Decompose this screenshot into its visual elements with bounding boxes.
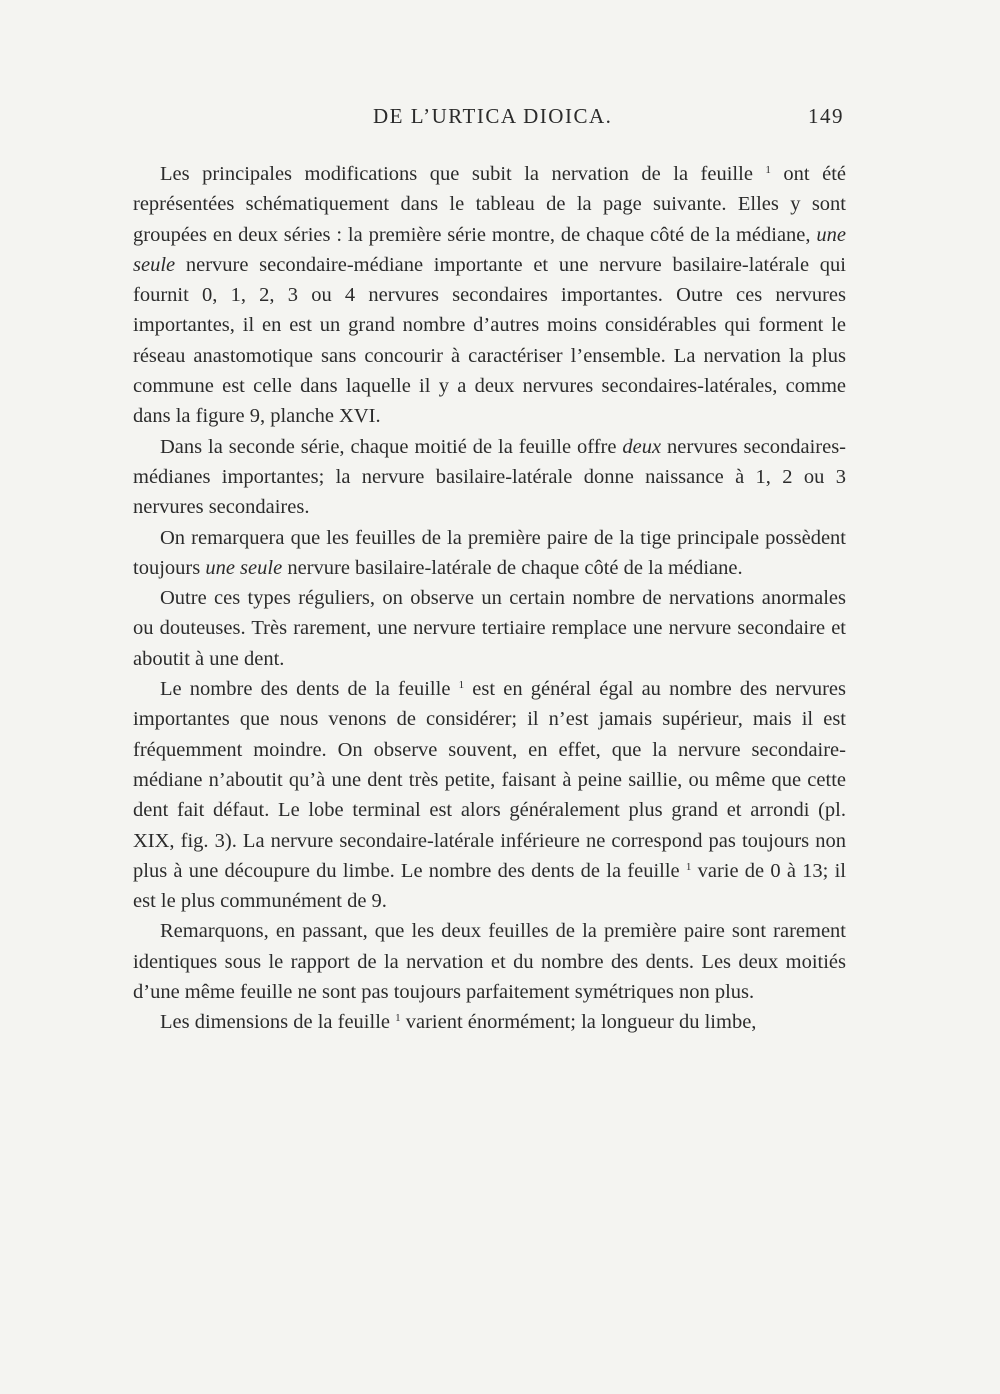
- text-run: nervure secondaire-médiane importante et une nervure basilaire-latérale qui fournit 0, 1, 2, 3 ou 4 nervures secondaires importantes. Outre ces nervures importantes, il en est un grand nombre d’autres moins considérables qui forment le réseau anastomotique sans concourir à caractériser l’ensemble. La nervation la plus commune est celle dans laquelle il y a deux nervures secondaires-latérales, comme dans la figure 9, planche XVI.: [133, 253, 846, 428]
- footnote-marker: 1: [395, 1012, 401, 1025]
- text-run: Outre ces types réguliers, on observe un certain nombre de nervations anormales ou douteuses. Très rarement, une nervure tertiaire remplace une nervure secondaire et aboutit à une dent.: [133, 587, 846, 670]
- footnote-marker: 1: [765, 164, 771, 176]
- footnote-marker: 1: [458, 679, 465, 692]
- text-run: Remarquons, en passant, que les deux feuilles de la première paire sont rarement identiques sous le rapport de la nervation et du nombre des dents. Les deux moitiés d’une même feuille ne sont pas toujours parfaitement symétriques non plus.: [133, 920, 846, 1004]
- paragraph: [133, 523, 846, 584]
- page-number: 149: [808, 104, 844, 128]
- text-run: ont été représentées schématiquement dans le tableau de la page suivante. Elles y sont groupées en deux séries : la première série montre, de chaque côté de la médiane,: [133, 163, 847, 246]
- text-run: Les principales modifications que subit la nervation de la feuille: [160, 163, 766, 185]
- text-run: Dans la seconde série, chaque moitié de la feuille offre: [160, 435, 623, 458]
- footnote-marker: 1: [685, 860, 692, 873]
- body-text: [133, 159, 846, 1038]
- paragraph: [133, 583, 846, 674]
- text-run: nervures secondaires-médianes importantes; la nervure basilaire-latérale donne naissance à 1, 2 ou 3 nervures secondaires.: [133, 435, 847, 519]
- running-title: DE L’URTICA DIOICA.: [373, 104, 613, 128]
- text-run: varient énormément; la longueur du limbe,: [400, 1011, 757, 1034]
- paragraph: [133, 159, 846, 432]
- italic-text: une seule: [133, 223, 846, 276]
- text-run: On remarquera que les feuilles de la première paire de la tige principale possèdent toujours: [133, 526, 846, 579]
- text-run: Les dimensions de la feuille: [160, 1011, 396, 1034]
- paragraph: [133, 1007, 846, 1037]
- paragraph: [133, 916, 846, 1007]
- text-run: Le nombre des dents de la feuille: [160, 678, 459, 701]
- paragraph: [133, 674, 846, 916]
- text-run: nervure basilaire-latérale de chaque côté de la médiane.: [282, 556, 743, 579]
- text-run: varie de 0 à 13; il est le plus communément de 9.: [133, 859, 846, 913]
- running-head: [133, 104, 844, 134]
- paragraph: [133, 432, 846, 523]
- italic-text: deux: [622, 435, 662, 458]
- italic-text: une seule: [205, 556, 283, 579]
- text-run: est en général égal au nombre des nervures importantes que nous venons de considérer; il n’est jamais supérieur, mais il est fréquemment moindre. On observe souvent, en effet, que la nervure secondaire-médiane n’aboutit qu’à une dent très petite, faisant à peine saillie, ou même que cette dent fait défaut. Le lobe terminal est alors généralement plus grand et arrondi (pl. XIX, fig. 3). La nervure secondaire-latérale inférieure ne correspond pas toujours non plus à une découpure du limbe. Le nombre des dents de la feuille: [133, 678, 846, 882]
